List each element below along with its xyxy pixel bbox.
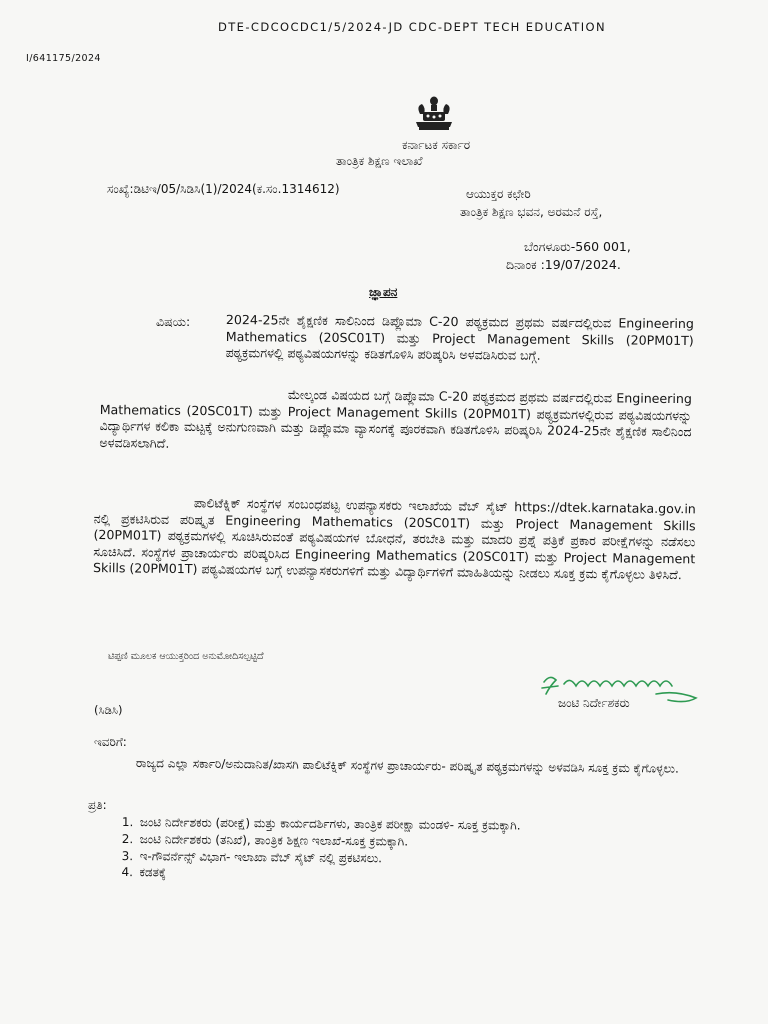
copy-to-list — [121, 814, 602, 885]
government-name: ಕರ್ನಾಟಕ ಸರ್ಕಾರ — [402, 138, 471, 152]
body-paragraph-1: ಮೇಲ್ಕಂಡ ವಿಷಯದ ಬಗ್ಗೆ ಡಿಪ್ಲೊಮಾ C-20 ಪಠ್ಯಕ್ರಮದ ಪ್ರಥಮ ವರ್ಷದಲ್ಲಿರುವ Engineering Mathematics (20SC01T) ಮತ್ತು Project Management Skills (20PM01T) ಪಠ್ಯಕ್ರಮಗಳಲ್ಲಿರುವ ಪಠ್ಯವಿಷಯಗಳನ್ನು ವಿದ್ಯಾರ್ಥಿಗಳ ಕಲಿಕಾ ಮಟ್ಟಕ್ಕೆ ಅನುಗುಣವಾಗಿ ಮತ್ತು ಡಿಪ್ಲೊಮಾ ವ್ಯಾಸಂಗಕ್ಕೆ ಪೂರಕವಾಗಿ ಕಡಿತಗೊಳಿಸಿ ಪರಿಷ್ಕರಿಸಿ 2024-25ನೇ ಶೈಕ್ಷಣಿಕ ಸಾಲಿನಿಂದ ಅಳವಡಿಸಲಾಗಿದೆ. — [99, 386, 692, 451]
office-address: ತಾಂತ್ರಿಕ ಶಿಕ್ಷಣ ಭವನ, ಅರಮನೆ ರಸ್ತೆ, — [460, 205, 603, 219]
section-initials: (ಸಿಡಿಸಿ) — [94, 703, 123, 717]
list-item-text: ಜಂಟಿ ನಿರ್ದೇಶಕರು (ತನಿಖೆ), ತಾಂತ್ರಿಕ ಶಿಕ್ಷಣ ಇಲಾಖೆ-ಸೂಕ್ತ ಕ್ರಮಕ್ಕಾಗಿ. — [139, 831, 409, 849]
list-item — [121, 864, 601, 885]
list-item-number: 4. — [121, 865, 134, 880]
inward-reference: I/641175/2024 — [26, 53, 101, 64]
to-recipients: ರಾಜ್ಯದ ಎಲ್ಲಾ ಸರ್ಕಾರಿ/ಅನುದಾನಿತ/ಖಾಸಗಿ ಪಾಲಿಟೆಕ್ನಿಕ್ ಸಂಸ್ಥೆಗಳ ಪ್ರಾಚಾರ್ಯರು- ಪರಿಷ್ಕೃತ ಪಠ್ಯಕ್ರಮಗಳನ್ನು ಅಳವಡಿಸಿ ಸೂಕ್ತ ಕ್ರಮ ಕೈಗೊಳ್ಳಲು. — [135, 755, 679, 776]
department-name: ತಾಂತ್ರಿಕ ಶಿಕ್ಷಣ ಇಲಾಖೆ — [336, 154, 423, 168]
subject-label: ವಿಷಯ: — [156, 314, 191, 329]
state-emblem-icon — [410, 96, 458, 132]
memo-title: ಜ್ಞಾಪನ — [369, 285, 398, 299]
list-item-text: ಜಂಟಿ ನಿರ್ದೇಶಕರು (ಪರೀಕ್ಷೆ) ಮತ್ತು ಕಾರ್ಯದರ್ಶಿಗಳು, ತಾಂತ್ರಿಕ ಪರೀಕ್ಷಾ ಮಂಡಳಿ- ಸೂಕ್ತ ಕ್ರಮಕ್ಕಾಗಿ. — [139, 815, 521, 833]
list-item-number: 3. — [121, 848, 134, 863]
order-number: ಸಂಖ್ಯೆ:ಡಿಟಿಇ/05/ಸಿಡಿಸಿ(1)/2024(ಕ.ಸಂ.1314612) — [107, 182, 340, 196]
order-date: ದಿನಾಂಕ :19/07/2024. — [506, 257, 621, 272]
approval-note: ಟಿಪ್ಪಣಿ ಮೂಲಕ ಆಯುಕ್ತರಿಂದ ಅನುಮೋದಿಸಲ್ಪಟ್ಟಿದೆ — [108, 651, 264, 662]
signatory-designation: ಜಂಟಿ ನಿರ್ದೇಶಕರು — [558, 696, 630, 710]
list-item-text: ಕಡತಕ್ಕೆ — [139, 865, 166, 880]
list-item-number: 1. — [121, 814, 134, 830]
city-pincode: ಬೆಂಗಳೂರು-560 001, — [524, 239, 631, 254]
to-label: ಇವರಿಗೆ: — [94, 735, 127, 749]
body-paragraph-2: ಪಾಲಿಟೆಕ್ನಿಕ್ ಸಂಸ್ಥೆಗಳ ಸಂಬಂಧಪಟ್ಟ ಉಪನ್ಯಾಸಕರು ಇಲಾಖೆಯ ವೆಬ್ ಸೈಟ್ https://dtek.karnataka.gov.in ನಲ್ಲಿ ಪ್ರಕಟಿಸಿರುವ ಪರಿಷ್ಕೃತ Engineering Mathematics (20SC01T) ಮತ್ತು Project Management Skills (20PM01T) ಪಠ್ಯಕ್ರಮಗಳಲ್ಲಿ ಸೂಚಿಸಿರುವಂತೆ ಪಠ್ಯವಿಷಯಗಳ ಬೋಧನೆ, ತರಬೇತಿ ಮತ್ತು ಮಾದರಿ ಪ್ರಶ್ನೆ ಪತ್ರಿಕೆ ಪ್ರಕಾರ ಪರೀಕ್ಷೆಗಳನ್ನು ನಡೆಸಲು ಸೂಚಿಸಿದೆ. ಸಂಸ್ಥೆಗಳ ಪ್ರಾಚಾರ್ಯರು ಪರಿಷ್ಕರಿಸಿದ Engineering Mathematics (20SC01T) ಮತ್ತು Project Management Skills (20PM01T) ಪಠ್ಯವಿಷಯಗಳ ಬಗ್ಗೆ ಉಪನ್ಯಾಸಕರುಗಳಿಗೆ ಮತ್ತು ವಿದ್ಯಾರ್ಥಿಗಳಿಗೆ ಮಾಹಿತಿಯನ್ನು ನೀಡಲು ಸೂಕ್ತ ಕ್ರಮ ಕೈಗೊಳ್ಳಲು ತಿಳಿಸಿದೆ. — [93, 495, 696, 583]
subject-text: 2024-25ನೇ ಶೈಕ್ಷಣಿಕ ಸಾಲಿನಿಂದ ಡಿಪ್ಲೊಮಾ C-20 ಪಠ್ಯಕ್ರಮದ ಪ್ರಥಮ ವರ್ಷದಲ್ಲಿರುವ Engineering Mathematics (20SC01T) ಮತ್ತು Project Management Skills (20PM01T) ಪಠ್ಯಕ್ರಮಗಳಲ್ಲಿ ಪಠ್ಯವಿಷಯಗಳನ್ನು ಕಡಿತಗೊಳಿಸಿ ಪರಿಷ್ಕರಿಸಿ ಅಳವಡಿಸಿರುವ ಬಗ್ಗೆ. — [225, 312, 694, 363]
list-item-text: ಇ-ಗೌವರ್ನೆನ್ಸ್ ವಿಭಾಗ- ಇಲಾಖಾ ವೆಬ್ ಸೈಟ್ ನಲ್ಲಿ ಪ್ರಕಟಿಸಲು. — [139, 848, 383, 865]
list-item-number: 2. — [121, 831, 134, 846]
office-name: ಆಯುಕ್ತರ ಕಛೇರಿ — [466, 187, 531, 201]
top-file-reference: DTE-CDCOCDC1/5/2024-JD CDC-DEPT TECH EDUCATION — [218, 20, 606, 34]
copy-to-label: ಪ್ರತಿ: — [88, 798, 107, 812]
